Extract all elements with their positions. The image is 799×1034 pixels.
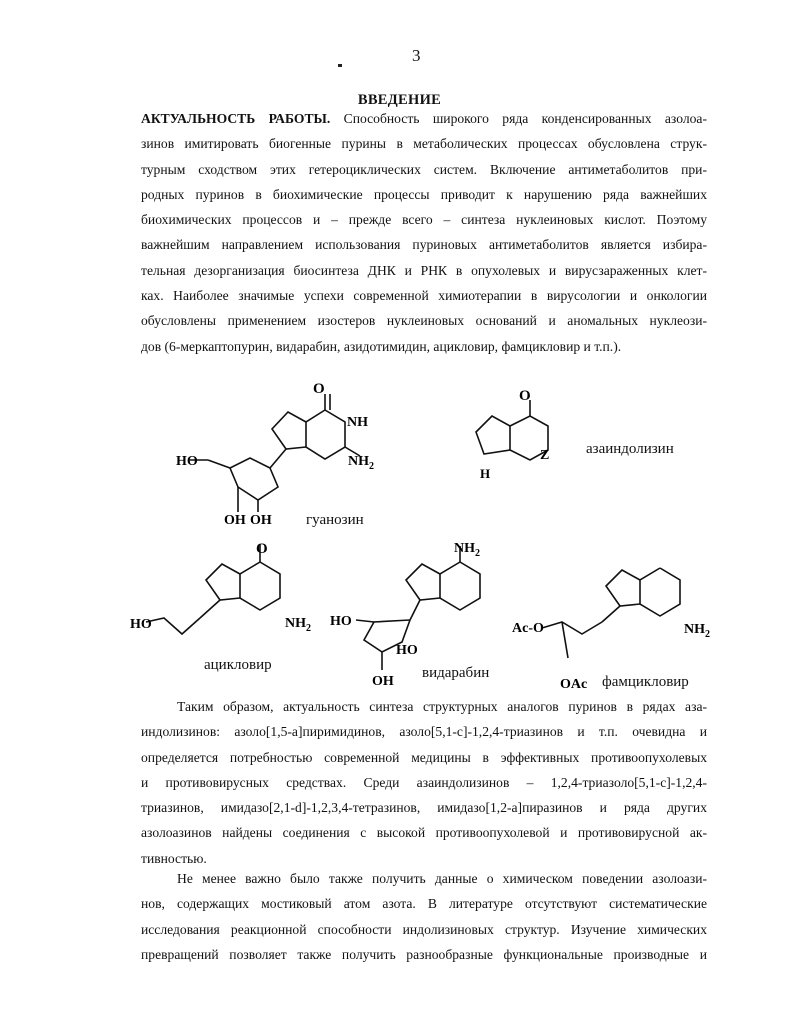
text-line: дов (6-меркаптопурин, видарабин, азидотимидин, ацикловир, фамцикловир и т.п.). — [141, 338, 622, 354]
text-line: азолоазинов найдены соединения с высокой противоопухолевой и противовирусной ак- — [141, 825, 707, 841]
text-line: обусловлены применением изостеров нуклеиновых оснований и аномальных нуклеози- — [141, 313, 707, 329]
atom-ho: HO — [330, 614, 352, 629]
text-line: тельная дезорганизация биосинтеза ДНК и РНК в опухолевых и вирусзараженных клет- — [141, 262, 707, 278]
paragraph-2 — [141, 694, 707, 871]
label-azaindolizine: азаиндолизин — [586, 441, 674, 457]
vidarabine-structure — [356, 546, 480, 670]
atom-nh: NH — [347, 415, 368, 430]
atom-aco: Ac-O — [512, 621, 544, 636]
text-line: турным сходством этих гетероциклических систем. Включение антиметаболитов при- — [141, 161, 707, 177]
text-line: тивностью. — [141, 850, 207, 866]
text-line: Таким образом, актуальность синтеза структурных аналогов пуринов в рядах аза- — [177, 699, 707, 714]
lead-term: АКТУАЛЬНОСТЬ РАБОТЫ. — [141, 111, 331, 126]
azaindolizine-structure — [476, 400, 548, 460]
label-acyclovir: ацикловир — [204, 657, 272, 673]
text-line: превращений позволяет также получить разнообразные функциональные производные и — [141, 946, 707, 962]
page-number: 3 — [412, 46, 421, 65]
text-line: и противовирусных средствах. Среди азаиндолизинов – 1,2,4-триазоло[5,1-с]-1,2,4- — [141, 774, 707, 790]
atom-oh: OH — [250, 513, 272, 528]
text-line: ках. Наиболее значимые успехи современной химиотерапии в вирусологии и онкологии — [141, 288, 707, 304]
label-vidarabine: видарабин — [422, 665, 490, 681]
atom-ho: HO — [130, 617, 152, 632]
text-line: родных пуринов в биохимические процессы приводит к нарушению ряда важнейших — [141, 186, 707, 202]
section-heading: ВВЕДЕНИЕ — [357, 92, 442, 108]
atom-o: O — [313, 381, 325, 397]
atom-nh2: $NH_2$ — [348, 454, 374, 472]
atom-nh2: $NH_2$ — [285, 616, 311, 634]
intro-paragraph — [141, 106, 707, 359]
text-line: биохимических процессов и – прежде всего – синтеза нуклеиновых кислот. Поэтому — [141, 212, 707, 228]
text-line: АКТУАЛЬНОСТЬ РАБОТЫ. Способность широкого ряда конденсированных азолоа- — [141, 111, 707, 126]
atom-nh2: $NH_2$ — [454, 541, 480, 559]
atom-oh: OH — [372, 674, 394, 689]
atom-o: O — [256, 541, 268, 557]
acyclovir-structure — [146, 544, 280, 634]
atom-oh: OH — [224, 513, 246, 528]
guanosine-structure — [190, 394, 360, 512]
paragraph-3 — [141, 866, 707, 967]
structures-figure — [120, 372, 740, 692]
atom-ho: HO — [396, 643, 418, 658]
text-line: Не менее важно было также получить данные о химическом поведении азолоази- — [177, 871, 707, 886]
atom-ho: HO — [176, 454, 198, 469]
famciclovir-structure — [542, 568, 680, 658]
text-line: индолизинов: азоло[1,5-а]пиримидинов, азоло[5,1-с]-1,2,4-триазинов и т.п. очевидна и — [141, 724, 707, 740]
scan-speck — [338, 64, 342, 67]
text-line: нов, содержащих мостиковый атом азота. В литературе отсутствуют систематические — [141, 896, 707, 912]
label-guanosine: гуанозин — [306, 512, 364, 528]
text-line: исследования реакционной способности индолизиновых структур. Изучение химических — [141, 921, 707, 937]
atom-nh2: $NH_2$ — [684, 622, 710, 640]
label-famciclovir: фамцикловир — [602, 674, 689, 690]
text-line: важнейшим направлением использования пуриновых антиметаболитов является избира- — [141, 237, 707, 253]
text-line: триазинов, имидазо[2,1-d]-1,2,3,4-тетразинов, имидазо[1,2-а]пиразинов и ряда других — [141, 800, 707, 816]
atom-o: O — [519, 388, 531, 404]
text-line: зинов имитировать биогенные пурины в метаболических процессах обусловлена струк- — [141, 136, 707, 152]
text-line: определяется потребностью современной медицины в эффективных противоопухолевых — [141, 749, 707, 765]
atom-z: Z — [540, 448, 550, 463]
atom-oac: OAc — [560, 677, 588, 692]
atom-h: H — [480, 466, 491, 481]
